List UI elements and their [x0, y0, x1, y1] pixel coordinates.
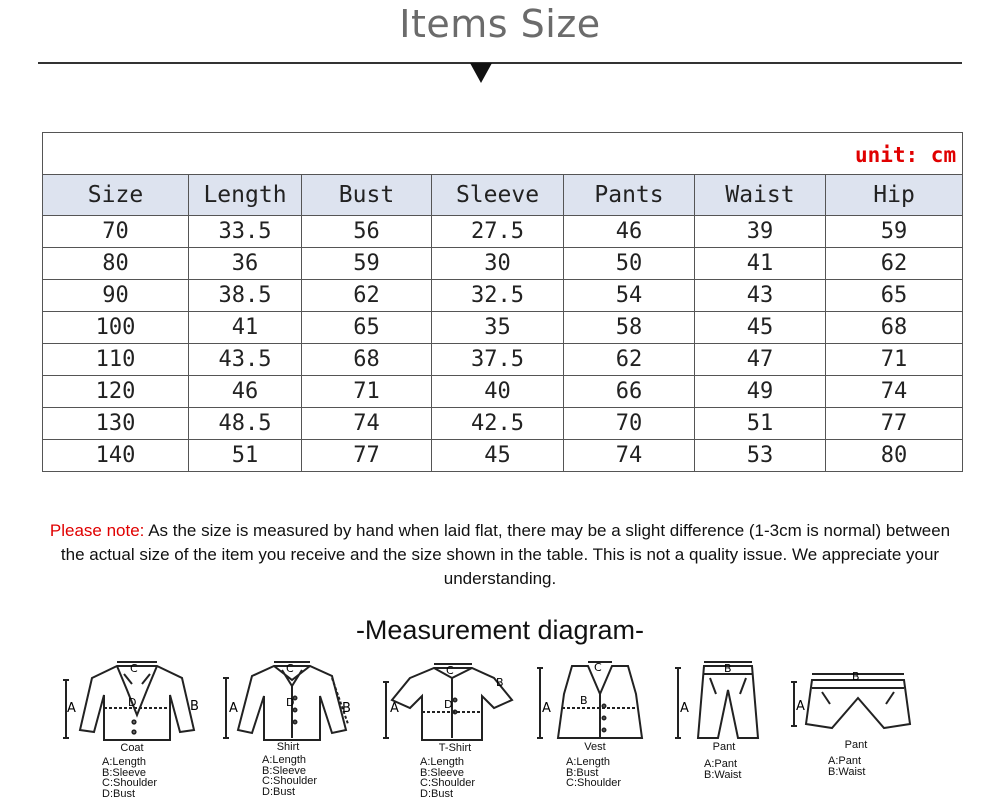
pant-long-legend	[704, 759, 742, 780]
table-cell: 54	[564, 280, 695, 312]
table-cell: 30	[432, 248, 564, 280]
table-cell: 45	[695, 312, 826, 344]
diagram-title: -Measurement diagram-	[355, 615, 645, 645]
size-note	[40, 519, 960, 591]
table-cell: 62	[564, 344, 695, 376]
note-body: As the size is measured by hand when laid flat, there may be a slight difference (1-3cm is normal) between the actual size of the item you receive and the size shown in the table. This is not a quality issue. We appreciate your understanding.	[60, 521, 951, 588]
table-cell: 71	[302, 376, 432, 408]
table-cell: 51	[189, 440, 302, 472]
legend-line: B:Waist	[828, 765, 866, 778]
column-header: Waist	[695, 175, 826, 216]
svg-text:A: A	[542, 701, 551, 716]
table-cell: 43	[695, 280, 826, 312]
table-cell: 42.5	[432, 408, 564, 440]
coat-icon	[62, 660, 212, 744]
legend-line: A:Pant	[704, 758, 738, 770]
table-row	[43, 216, 963, 248]
header-divider	[38, 62, 962, 64]
legend-line: A:Pant	[828, 755, 862, 767]
column-header: Bust	[302, 175, 432, 216]
table-cell: 36	[189, 248, 302, 280]
coat-diagram	[62, 660, 212, 744]
svg-text:B: B	[724, 662, 732, 675]
unit-row	[43, 133, 963, 175]
table-cell: 41	[189, 312, 302, 344]
table-cell: 80	[43, 248, 189, 280]
tshirt-legend	[420, 757, 475, 799]
table-cell: 140	[43, 440, 189, 472]
column-header: Sleeve	[432, 175, 564, 216]
table-cell: 41	[695, 248, 826, 280]
table-cell: 68	[826, 312, 963, 344]
column-header: Hip	[826, 175, 963, 216]
legend-line: B:Sleeve	[262, 764, 307, 777]
table-cell: 110	[43, 344, 189, 376]
table-cell: 70	[43, 216, 189, 248]
legend-line: B:Sleeve	[420, 766, 465, 779]
table-cell: 74	[826, 376, 963, 408]
column-header: Size	[43, 175, 189, 216]
svg-text:A: A	[680, 701, 689, 716]
shorts-icon	[788, 660, 918, 744]
table-cell: 40	[432, 376, 564, 408]
legend-line: D:Bust	[420, 787, 454, 800]
legend-line: C:Shoulder	[102, 777, 158, 789]
table-cell: 70	[564, 408, 695, 440]
table-cell: 100	[43, 312, 189, 344]
table-cell: 77	[302, 440, 432, 472]
table-cell: 51	[695, 408, 826, 440]
svg-text:D: D	[286, 696, 295, 709]
table-header-row	[43, 175, 963, 216]
table-cell: 39	[695, 216, 826, 248]
table-cell: 74	[564, 440, 695, 472]
table-row	[43, 408, 963, 440]
svg-text:D: D	[128, 696, 137, 709]
table-cell: 58	[564, 312, 695, 344]
pant-short-diagram	[788, 660, 918, 744]
coat-legend	[102, 757, 157, 799]
svg-text:B: B	[580, 694, 588, 707]
table-cell: 37.5	[432, 344, 564, 376]
table-cell: 77	[826, 408, 963, 440]
table-cell: 90	[43, 280, 189, 312]
unit-label: unit: cm	[854, 143, 957, 167]
long-pants-icon	[672, 660, 772, 744]
legend-line: B:Sleeve	[102, 766, 147, 779]
svg-text:A: A	[390, 701, 399, 716]
legend-line: A:Length	[420, 756, 465, 768]
svg-text:B: B	[190, 699, 199, 714]
svg-text:D: D	[444, 698, 453, 711]
shirt-name: Shirt	[276, 741, 300, 753]
table-cell: 59	[826, 216, 963, 248]
page-title: Items Size	[399, 2, 601, 46]
table-row	[43, 312, 963, 344]
pant-short-legend	[828, 756, 866, 777]
size-table	[42, 132, 963, 472]
pant-long-diagram	[672, 660, 772, 744]
table-cell: 74	[302, 408, 432, 440]
table-cell: 66	[564, 376, 695, 408]
legend-line: B:Waist	[704, 768, 742, 781]
table-cell: 33.5	[189, 216, 302, 248]
table-cell: 62	[826, 248, 963, 280]
pant-long-name: Pant	[712, 741, 736, 753]
column-header: Length	[189, 175, 302, 216]
svg-text:A: A	[229, 701, 238, 716]
vest-legend	[566, 757, 621, 789]
legend-line: C:Shoulder	[566, 777, 622, 789]
legend-line: A:Length	[262, 754, 307, 766]
svg-text:B: B	[496, 676, 504, 689]
svg-text:C: C	[286, 662, 294, 675]
svg-text:C: C	[130, 662, 138, 675]
table-row	[43, 376, 963, 408]
svg-text:A: A	[796, 699, 805, 714]
note-lead: Please note:	[49, 521, 145, 540]
table-cell: 38.5	[189, 280, 302, 312]
vest-icon	[530, 660, 670, 744]
table-cell: 56	[302, 216, 432, 248]
legend-line: D:Bust	[102, 787, 136, 800]
table-cell: 62	[302, 280, 432, 312]
table-cell: 47	[695, 344, 826, 376]
legend-line: A:Length	[566, 756, 611, 768]
vest-diagram	[530, 660, 670, 744]
table-cell: 35	[432, 312, 564, 344]
legend-line: A:Length	[102, 756, 147, 768]
table-cell: 53	[695, 440, 826, 472]
table-cell: 48.5	[189, 408, 302, 440]
table-cell: 65	[826, 280, 963, 312]
legend-line: B:Bust	[566, 766, 599, 779]
table-cell: 46	[189, 376, 302, 408]
svg-text:A: A	[67, 701, 76, 716]
table-cell: 130	[43, 408, 189, 440]
svg-text:C: C	[594, 661, 602, 674]
table-row	[43, 440, 963, 472]
table-row	[43, 280, 963, 312]
table-cell: 71	[826, 344, 963, 376]
column-header: Pants	[564, 175, 695, 216]
pant-short-name: Pant	[844, 739, 868, 751]
legend-line: D:Bust	[262, 785, 296, 798]
vest-name: Vest	[584, 741, 606, 753]
table-cell: 59	[302, 248, 432, 280]
table-cell: 27.5	[432, 216, 564, 248]
shirt-diagram	[222, 660, 362, 744]
tshirt-icon	[382, 660, 522, 744]
table-cell: 120	[43, 376, 189, 408]
legend-line: C:Shoulder	[262, 775, 318, 787]
tshirt-diagram	[382, 660, 522, 744]
table-cell: 50	[564, 248, 695, 280]
table-cell: 80	[826, 440, 963, 472]
coat-name: Coat	[120, 742, 144, 754]
svg-text:C: C	[446, 664, 454, 677]
table-cell: 32.5	[432, 280, 564, 312]
legend-line: C:Shoulder	[420, 777, 476, 789]
svg-text:B: B	[852, 670, 860, 683]
shirt-legend	[262, 755, 317, 797]
table-cell: 65	[302, 312, 432, 344]
tshirt-name: T-Shirt	[438, 742, 472, 754]
table-cell: 68	[302, 344, 432, 376]
down-arrow-icon	[470, 63, 492, 83]
shirt-icon	[222, 660, 362, 744]
table-cell: 46	[564, 216, 695, 248]
table-cell: 45	[432, 440, 564, 472]
table-row	[43, 248, 963, 280]
svg-text:B: B	[342, 701, 351, 716]
table-cell: 49	[695, 376, 826, 408]
table-row	[43, 344, 963, 376]
table-cell: 43.5	[189, 344, 302, 376]
